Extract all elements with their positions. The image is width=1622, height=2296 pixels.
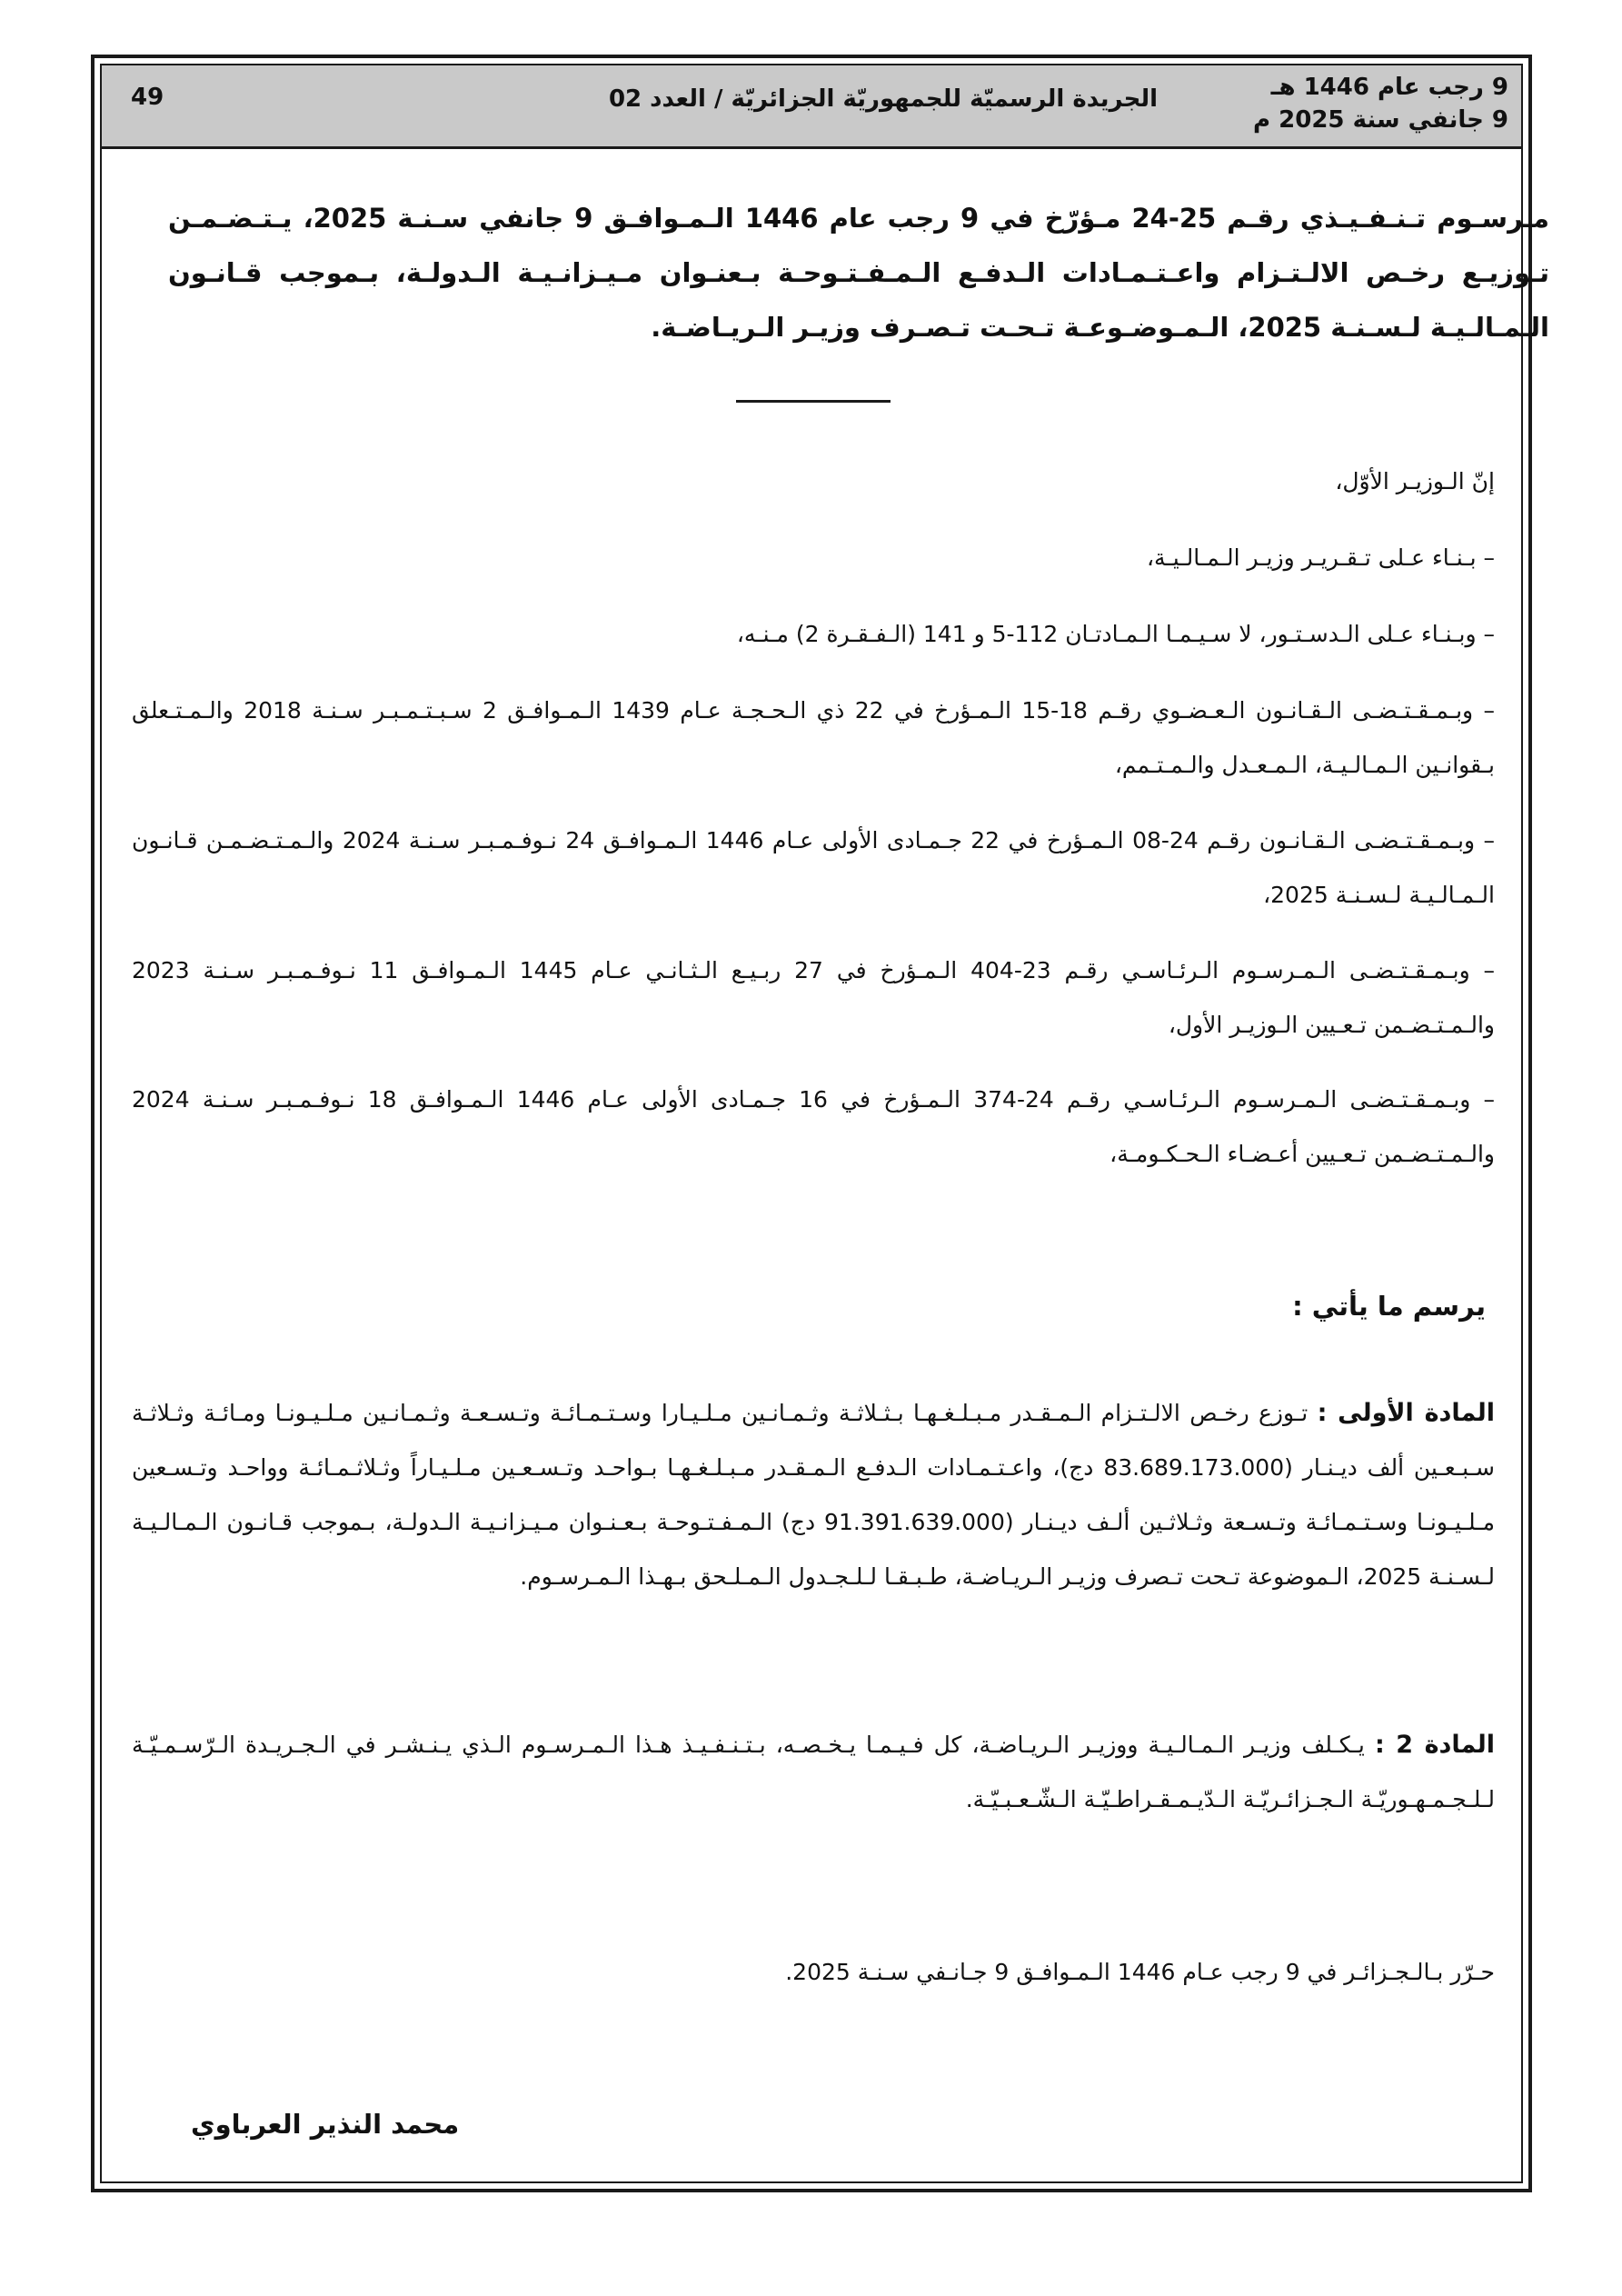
header-date-hijri: 9 رجب عام 1446 هـ xyxy=(1270,74,1508,101)
preamble-item: – بـنـاء عـلى تـقـريـر وزيـر الـمـالـيـة، xyxy=(1146,544,1495,571)
preamble-opening: إنّ الـوزيـر الأوّل، xyxy=(1335,468,1495,494)
preamble-item: – وبـمـقـتـضـى الـمـرسـوم الـرئـاسـي رقـم 24-374 الـمـؤرخ في 16 جـمـادى الأولى عـام 1446 الـمـوافـق 18 نـوفـمـبـر سـنـة 2024 والـمـتـضـمن تـعـيين أعـضـاء الـحـكـومـة، xyxy=(132,1086,1496,1167)
closing-statement: حـرّر بـالـجـزائـر في 9 رجب عـام 1446 الـمـوافـق 9 جـانـفي سـنـة 2025. xyxy=(785,1959,1495,1985)
decrees-heading: يرسم ما يأتي : xyxy=(1292,1291,1486,1322)
header-title: الجريدة الرسميّة للجمهوريّة الجزائريّة / العدد 02 xyxy=(608,85,1159,113)
page-number: 49 xyxy=(131,84,164,111)
article-2-label: المادة 2 : xyxy=(1374,1731,1495,1759)
decree-title: مـرسـوم تـنـفـيـذي رقـم 25-24 مـؤرّخ في 9 رجب عام 1446 الـمـوافـق 9 جانفي سـنـة 2025، يـتـضـمـن تـوزيـع رخـص الالـتـزام واعـتـمـادات الـدفـع الـمـفـتـوحـة بـعنـوان مـيـزانـيـة الـدولـة، بـموجب قـانـون الـمـالـيـة لـسـنـة 2025، الـمـوضـوعـة تـحـت تـصـرف وزيـر الـريـاضـة. xyxy=(168,203,1549,343)
article-1 xyxy=(132,1386,1549,1604)
article-2 xyxy=(132,1718,1549,1827)
article-1-text: تـوزع رخـص الالـتـزام الـمـقـدر مـبـلـغـهـا بـثـلاثـة وثـمـانـين مـلـيـارا وسـتـمـائـة وتـسـعـة وثـمـانـين مـلـيـونـا ومـائـة وثـلاثـة سـبـعـين ألف ديـنـار (83.689.173.000 دج)، واعـتـمـادات الـدفـع الـمـقـدر مـبـلـغـهـا بـواحـد وتـسـعـين مـلـيـاراً وثـلاثـمـائـة وواحـد وتـسـعين مـلـيـونـا وسـتـمـائـة وتـسـعة وثـلاثـين ألـف ديـنـار (91.391.639.000 دج) الـمـفـتـوحـة بـعـنـوان مـيـزانـيـة الـدولـة، بـموجب قـانـون الـمـالـيـة لـسـنـة 2025، الـموضوعة تـحت تـصرف وزيـر الـريـاضـة، طـبـقـا لـلـجـدول الـمـلـحق بـهـذا الـمـرسـوم. xyxy=(132,1400,1496,1590)
preamble-item: – وبـمـقـتـضـى الـقـانـون رقـم 24-08 الـمـؤرخ في 22 جـمـادى الأولى عـام 1446 الـمـوافـق 24 نـوفـمـبـر سـنـة 2024 والـمـتـضـمـن قـانـون الـمـالـيـة لـسـنـة 2025، xyxy=(132,827,1495,908)
preamble-item: – وبـمـقـتـضـى الـمـرسـوم الـرئـاسـي رقـم 23-404 الـمـؤرخ في 27 ربـيـع الـثـانـي عـام 1445 الـمـوافـق 11 نـوفـمـبـر سـنـة 2023 والـمـتـضـمن تـعـيين الـوزيـر الأول، xyxy=(132,957,1495,1038)
signature: محمد النذير العرباوي xyxy=(191,2109,460,2140)
title-separator xyxy=(736,400,891,403)
gazette-header xyxy=(102,65,1521,149)
preamble-item: – وبـمـقـتـضـى الـقـانـون الـعـضـوي رقـم 18-15 الـمـؤرخ في 22 ذي الـحـجـة عـام 1439 الـمـوافـق 2 سـبـتـمـبـر سـنـة 2018 والـمـتـعلق بـقوانـين الـمـالـيـة، الـمـعـدل والـمـتـمم، xyxy=(132,697,1495,778)
article-1-label: المادة الأولى : xyxy=(1317,1399,1496,1427)
article-2-text: يـكـلف وزيـر الـمـالـيـة ووزيـر الـريـاضـة، كل فـيـمـا يـخـصـه، بـتـنـفـيـذ هـذا الـمـرسـوم الـذي يـنـشـر في الـجـريـدة الـرّسـمـيّـة لـلـجـمـهـوريّـة الـجـزائـريّـة الـدّيـمـقـراطـيّـة الـشّـعـبـيّـة. xyxy=(132,1732,1495,1812)
header-date-gregorian: 9 جانفي سنة 2025 م xyxy=(1253,106,1508,134)
header-date xyxy=(1253,71,1508,136)
preamble-item: – وبـنـاء عـلى الـدسـتـور، لا سـيـمـا الـمـادتـان 112-5 و 141 (الـفـقـرة 2) مـنـه، xyxy=(736,621,1495,647)
